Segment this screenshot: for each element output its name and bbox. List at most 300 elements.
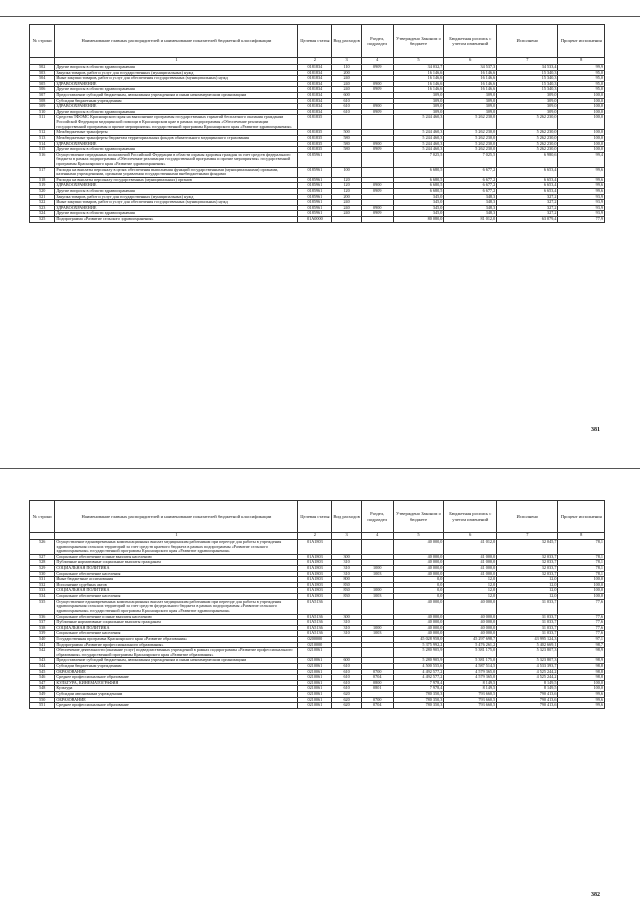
- row-executed: 32 033,7: [497, 560, 558, 566]
- row-approved: 34 032,7: [393, 65, 444, 71]
- row-name: Другие вопросы в области здравоохранения: [55, 211, 298, 217]
- row-expense-type: 830: [332, 588, 362, 594]
- row-approved: 345,0: [393, 200, 444, 206]
- row-approved: 45 028 958,0: [393, 636, 444, 642]
- table-row: [30, 217, 605, 223]
- row-number: 519: [30, 183, 55, 189]
- row-number: 503: [30, 70, 55, 76]
- row-percent: 100,0: [558, 93, 605, 99]
- column-index: 1: [55, 533, 298, 540]
- row-name: ЗДРАВООХРАНЕНИЕ: [55, 141, 298, 147]
- row-name: СОЦИАЛЬНАЯ ПОЛИТИКА: [55, 566, 298, 572]
- row-approved: 0,0: [393, 588, 444, 594]
- row-approved: 0,0: [393, 594, 444, 600]
- row-expense-type: 800: [332, 577, 362, 583]
- row-section: [361, 217, 393, 223]
- header-name: Наименование главных распорядителей и наименование показателей бюджетной классификации: [55, 25, 298, 58]
- row-percent: 100,0: [558, 680, 605, 686]
- row-expense-type: 240: [332, 200, 362, 206]
- row-schedule: 41 000,0: [444, 566, 497, 572]
- row-executed: 4 525 244,2: [497, 669, 558, 675]
- row-number: 514: [30, 141, 55, 147]
- row-percent: 77,6: [558, 631, 605, 637]
- table-row: [30, 599, 605, 614]
- row-percent: 99,4: [558, 152, 605, 167]
- row-executed: 34 533,4: [497, 65, 558, 71]
- row-section: 0801: [361, 686, 393, 692]
- row-percent: 78,1: [558, 554, 605, 560]
- row-approved: 6 680,5: [393, 177, 444, 183]
- row-target-article: 0210061: [298, 680, 332, 686]
- row-target-article: 0181835: [298, 141, 332, 147]
- row-approved: 5 244 460,3: [393, 115, 444, 130]
- row-expense-type: 610: [332, 98, 362, 104]
- row-target-article: 0181834: [298, 87, 332, 93]
- row-percent: 95,0: [558, 70, 605, 76]
- row-expense-type: 310: [332, 571, 362, 577]
- row-name: Субсидии автономным учреждениям: [55, 692, 298, 698]
- row-expense-type: [332, 152, 362, 167]
- row-executed: 15 340,3: [497, 81, 558, 87]
- row-executed: 6 653,4: [497, 189, 558, 195]
- row-percent: 100,0: [558, 582, 605, 588]
- row-schedule: 16 146,6: [444, 87, 497, 93]
- row-executed: 12,0: [497, 577, 558, 583]
- row-executed: 6 980,6: [497, 152, 558, 167]
- row-number: 546: [30, 675, 55, 681]
- table-row: [30, 703, 605, 709]
- row-target-article: 0210061: [298, 658, 332, 664]
- row-approved: 345,0: [393, 194, 444, 200]
- table-row: [30, 648, 605, 658]
- column-index: 7: [497, 533, 558, 540]
- header-row-number: № строки: [30, 501, 55, 533]
- row-name: Расходы на выплаты персоналу в целях обеспечения выполнения функций государственными (муниципальными) органами, казенными учреждениями, органами управления государственными внебюджетными фондами: [55, 167, 298, 177]
- row-percent: 97,1: [558, 636, 605, 642]
- header-target-article: Целевая статья: [298, 25, 332, 58]
- row-executed: 327,2: [497, 211, 558, 217]
- row-name: Среднее профессиональное образование: [55, 703, 298, 709]
- row-target-article: 01А1803: [298, 594, 332, 600]
- row-executed: 790 413,6: [497, 697, 558, 703]
- column-index: 7: [497, 58, 558, 65]
- row-number: 524: [30, 211, 55, 217]
- row-target-article: 0185961: [298, 152, 332, 167]
- row-schedule: 81 012,0: [444, 217, 497, 223]
- row-approved: 40 000,0: [393, 620, 444, 626]
- row-executed: 31 033,7: [497, 614, 558, 620]
- row-executed: 6 653,4: [497, 183, 558, 189]
- row-section: 0909: [361, 109, 393, 115]
- row-percent: 78,1: [558, 566, 605, 572]
- row-number: 536: [30, 614, 55, 620]
- row-expense-type: 600: [332, 93, 362, 99]
- column-index: 8: [558, 533, 605, 540]
- row-schedule: 6 677,2: [444, 189, 497, 195]
- row-percent: 93,9: [558, 211, 605, 217]
- row-percent: 99,6: [558, 177, 605, 183]
- row-approved: 6 680,5: [393, 189, 444, 195]
- row-expense-type: 610: [332, 669, 362, 675]
- row-name: ЗДРАВООХРАНЕНИЕ: [55, 104, 298, 110]
- row-schedule: 309,0: [444, 93, 497, 99]
- row-schedule: 40 000,0: [444, 599, 497, 614]
- row-approved: 5 244 460,3: [393, 130, 444, 136]
- row-section: 0909: [361, 87, 393, 93]
- row-approved: 40 000,0: [393, 625, 444, 631]
- header-expense-type: Вид расходов: [332, 501, 362, 533]
- row-number: 534: [30, 594, 55, 600]
- row-approved: 40 000,0: [393, 566, 444, 572]
- row-schedule: 12,0: [444, 594, 497, 600]
- row-number: 511: [30, 115, 55, 130]
- row-number: 507: [30, 93, 55, 99]
- row-number: 526: [30, 540, 55, 555]
- row-target-article: 0210061: [298, 669, 332, 675]
- row-executed: 43 995 124,3: [497, 636, 558, 642]
- row-target-article: 0185961: [298, 183, 332, 189]
- row-approved: 309,0: [393, 93, 444, 99]
- row-schedule: 348,3: [444, 211, 497, 217]
- row-approved: 40 000,0: [393, 554, 444, 560]
- column-index-blank: [30, 533, 55, 540]
- row-expense-type: 620: [332, 703, 362, 709]
- row-executed: 6 653,4: [497, 167, 558, 177]
- row-section: [361, 599, 393, 614]
- row-expense-type: [332, 540, 362, 555]
- row-approved: 16 146,6: [393, 81, 444, 87]
- row-approved: 40 000,0: [393, 571, 444, 577]
- row-expense-type: 610: [332, 675, 362, 681]
- row-number: 541: [30, 642, 55, 648]
- row-percent: 78,1: [558, 560, 605, 566]
- row-approved: 6 680,5: [393, 183, 444, 189]
- row-target-article: 01А5136: [298, 599, 332, 614]
- column-index: 5: [393, 58, 444, 65]
- row-target-article: 0185961: [298, 177, 332, 183]
- row-percent: 78,1: [558, 540, 605, 555]
- row-percent: 100,0: [558, 98, 605, 104]
- row-approved: 0,0: [393, 582, 444, 588]
- row-number: 516: [30, 152, 55, 167]
- page-number: 381: [591, 427, 600, 433]
- row-expense-type: 240: [332, 87, 362, 93]
- row-target-article: 01А0000: [298, 217, 332, 223]
- row-executed: 15 340,3: [497, 70, 558, 76]
- row-schedule: 7 025,5: [444, 152, 497, 167]
- row-expense-type: 580: [332, 135, 362, 141]
- row-approved: 16 146,6: [393, 87, 444, 93]
- column-index: 6: [444, 533, 497, 540]
- header-schedule: Бюджетная роспись с учетом изменений: [444, 25, 497, 58]
- row-number: 545: [30, 669, 55, 675]
- row-expense-type: 830: [332, 594, 362, 600]
- row-number: 522: [30, 200, 55, 206]
- row-number: 529: [30, 566, 55, 572]
- row-name: Исполнение судебных актов: [55, 582, 298, 588]
- row-target-article: 0210061: [298, 675, 332, 681]
- row-expense-type: [332, 115, 362, 130]
- row-section: 1000: [361, 566, 393, 572]
- header-schedule: Бюджетная роспись с учетом изменений: [444, 501, 497, 533]
- row-name: Социальное обеспечение населения: [55, 631, 298, 637]
- row-approved: 5 244 460,3: [393, 147, 444, 153]
- row-percent: 100,0: [558, 147, 605, 153]
- row-executed: 15 340,3: [497, 87, 558, 93]
- row-executed: 5 262 230,0: [497, 141, 558, 147]
- row-name: Социальное обеспечение и иные выплаты населению: [55, 554, 298, 560]
- row-approved: 4 492 577,2: [393, 669, 444, 675]
- row-name: Предоставление субсидий бюджетным, автономным учреждениям и иным некоммерческим организациям: [55, 93, 298, 99]
- row-section: 0900: [361, 183, 393, 189]
- row-name: Социальное обеспечение населения: [55, 594, 298, 600]
- row-number: 512: [30, 130, 55, 136]
- row-name: Среднее профессиональное образование: [55, 675, 298, 681]
- row-schedule: 4 579 365,0: [444, 669, 497, 675]
- row-percent: 100,0: [558, 594, 605, 600]
- header-approved: Утверждено Законом о бюджете: [393, 25, 444, 58]
- row-target-article: 0181835: [298, 115, 332, 130]
- row-number: 540: [30, 636, 55, 642]
- row-schedule: 12,0: [444, 588, 497, 594]
- row-target-article: 0185961: [298, 194, 332, 200]
- row-schedule: 5 262 230,0: [444, 147, 497, 153]
- row-approved: 4 500 555,6: [393, 664, 444, 670]
- row-approved: 5 244 460,3: [393, 141, 444, 147]
- row-number: 535: [30, 599, 55, 614]
- row-percent: 93,9: [558, 205, 605, 211]
- row-percent: 99,9: [558, 65, 605, 71]
- row-executed: 31 033,7: [497, 599, 558, 614]
- row-expense-type: 240: [332, 211, 362, 217]
- row-approved: 345,0: [393, 211, 444, 217]
- row-schedule: 12,0: [444, 577, 497, 583]
- row-schedule: 5 262 230,0: [444, 115, 497, 130]
- row-expense-type: 300: [332, 614, 362, 620]
- row-number: 537: [30, 620, 55, 626]
- row-section: 1000: [361, 588, 393, 594]
- row-target-article: 01А1803: [298, 588, 332, 594]
- header-executed: Исполнено: [497, 501, 558, 533]
- header-executed: Исполнено: [497, 25, 558, 58]
- row-name: КУЛЬТУРА, КИНЕМАТОГРАФИЯ: [55, 680, 298, 686]
- row-name: Другие вопросы в области здравоохранения: [55, 189, 298, 195]
- row-expense-type: [332, 648, 362, 658]
- row-expense-type: 610: [332, 664, 362, 670]
- row-schedule: 309,0: [444, 98, 497, 104]
- row-approved: 40 000,0: [393, 631, 444, 637]
- row-percent: 100,0: [558, 135, 605, 141]
- row-schedule: 40 000,0: [444, 620, 497, 626]
- row-schedule: 6 677,2: [444, 183, 497, 189]
- row-executed: 4 525 244,2: [497, 675, 558, 681]
- row-expense-type: 610: [332, 686, 362, 692]
- row-number: 531: [30, 577, 55, 583]
- row-name: Публичные нормативные социальные выплаты гражданам: [55, 620, 298, 626]
- row-schedule: 45 297 698,7: [444, 636, 497, 642]
- row-executed: 31 033,7: [497, 620, 558, 626]
- row-expense-type: 300: [332, 554, 362, 560]
- row-approved: 40 000,0: [393, 540, 444, 555]
- column-index: 4: [361, 533, 393, 540]
- row-percent: 99,6: [558, 189, 605, 195]
- row-number: 517: [30, 167, 55, 177]
- row-schedule: 16 146,6: [444, 76, 497, 82]
- row-section: 0909: [361, 189, 393, 195]
- row-percent: 99,6: [558, 697, 605, 703]
- row-executed: 12,0: [497, 594, 558, 600]
- row-executed: 309,0: [497, 98, 558, 104]
- table-row: [30, 152, 605, 167]
- row-name: Другие вопросы в области здравоохранения: [55, 147, 298, 153]
- row-target-article: 0181834: [298, 76, 332, 82]
- row-executed: 309,0: [497, 109, 558, 115]
- row-name: ОБРАЗОВАНИЕ: [55, 697, 298, 703]
- row-percent: 93,9: [558, 194, 605, 200]
- row-section: 1003: [361, 571, 393, 577]
- page-382: [0, 452, 640, 905]
- row-section: [361, 540, 393, 555]
- row-target-article: 01А1803: [298, 540, 332, 555]
- row-target-article: 0181834: [298, 70, 332, 76]
- row-executed: 327,2: [497, 194, 558, 200]
- row-expense-type: 100: [332, 167, 362, 177]
- row-schedule: 8 149,5: [444, 680, 497, 686]
- row-name: Межбюджетные трансферты: [55, 130, 298, 136]
- column-index: 6: [444, 58, 497, 65]
- row-target-article: 0210061: [298, 697, 332, 703]
- row-name: Публичные нормативные социальные выплаты гражданам: [55, 560, 298, 566]
- row-name: Другие вопросы в области здравоохранения: [55, 87, 298, 93]
- row-section: 0900: [361, 205, 393, 211]
- row-target-article: 0181834: [298, 98, 332, 104]
- page-381: [0, 0, 640, 452]
- row-name: Межбюджетные трансферты бюджетам территориальных фондов обязательного медицинского страхования: [55, 135, 298, 141]
- row-expense-type: 310: [332, 566, 362, 572]
- row-section: 0800: [361, 680, 393, 686]
- table-row: [30, 167, 605, 177]
- row-percent: 100,0: [558, 588, 605, 594]
- row-approved: 7 978,4: [393, 686, 444, 692]
- row-percent: 98,8: [558, 664, 605, 670]
- row-percent: 95,0: [558, 81, 605, 87]
- row-name: Осуществление единовременных компенсационных выплат медицинским работникам при переезде для работы в учреждения здравоохранения сельских территорий за счет средств краевого бюджета в рамках подпрограммы «Развитие сельского здравоохранения» государственной программы Красноярского края «Развитие здравоохранения»: [55, 540, 298, 555]
- row-name: Другие вопросы в области здравоохранения: [55, 65, 298, 71]
- row-target-article: 01А1803: [298, 554, 332, 560]
- row-name: СОЦИАЛЬНАЯ ПОЛИТИКА: [55, 588, 298, 594]
- row-percent: 98,7: [558, 642, 605, 648]
- row-name: ЗДРАВООХРАНЕНИЕ: [55, 205, 298, 211]
- row-expense-type: 620: [332, 692, 362, 698]
- row-number: 530: [30, 571, 55, 577]
- row-approved: 345,0: [393, 205, 444, 211]
- column-index-row: [30, 533, 605, 540]
- row-executed: 309,0: [497, 93, 558, 99]
- row-number: 505: [30, 81, 55, 87]
- row-approved: 40 000,0: [393, 599, 444, 614]
- row-approved: 7 978,4: [393, 680, 444, 686]
- row-section: 0900: [361, 81, 393, 87]
- row-percent: 100,0: [558, 104, 605, 110]
- row-name: Социальное обеспечение населения: [55, 571, 298, 577]
- row-approved: 0,0: [393, 577, 444, 583]
- row-target-article: 0210000: [298, 642, 332, 648]
- row-number: 508: [30, 98, 55, 104]
- row-executed: 32 033,7: [497, 571, 558, 577]
- row-percent: 99,6: [558, 183, 605, 189]
- row-name: Закупка товаров, работ и услуг для государственных (муниципальных) нужд: [55, 70, 298, 76]
- row-expense-type: 310: [332, 631, 362, 637]
- row-executed: 8 149,5: [497, 686, 558, 692]
- row-percent: 99,6: [558, 692, 605, 698]
- row-percent: 98,9: [558, 658, 605, 664]
- row-name: Другие вопросы в области здравоохранения: [55, 109, 298, 115]
- row-target-article: 0181834: [298, 65, 332, 71]
- row-schedule: 5 381 175,0: [444, 648, 497, 658]
- row-executed: 5 323 807,3: [497, 658, 558, 664]
- row-executed: 327,2: [497, 200, 558, 206]
- row-schedule: 6 677,2: [444, 177, 497, 183]
- row-target-article: 0210061: [298, 692, 332, 698]
- row-target-article: 01А5136: [298, 614, 332, 620]
- row-schedule: 40 000,0: [444, 625, 497, 631]
- row-expense-type: 200: [332, 194, 362, 200]
- row-expense-type: 120: [332, 183, 362, 189]
- row-executed: 309,0: [497, 104, 558, 110]
- row-section: 0909: [361, 147, 393, 153]
- row-target-article: 0185961: [298, 189, 332, 195]
- row-percent: 99,6: [558, 703, 605, 709]
- row-schedule: 793 660,5: [444, 697, 497, 703]
- row-schedule: 41 000,0: [444, 560, 497, 566]
- row-approved: 40 000,0: [393, 560, 444, 566]
- row-number: 518: [30, 177, 55, 183]
- row-schedule: 5 262 230,0: [444, 141, 497, 147]
- row-name: ЗДРАВООХРАНЕНИЕ: [55, 183, 298, 189]
- row-target-article: 01А1803: [298, 560, 332, 566]
- row-percent: 77,9: [558, 217, 605, 223]
- row-target-article: 01А1803: [298, 571, 332, 577]
- row-section: 0700: [361, 669, 393, 675]
- row-schedule: 5 476 261,2: [444, 642, 497, 648]
- header-row: [30, 25, 605, 58]
- row-schedule: 8 149,5: [444, 686, 497, 692]
- row-number: 549: [30, 692, 55, 698]
- row-approved: 5 280 905,9: [393, 648, 444, 658]
- row-name: Подпрограмма «Развитие профессионального образования»: [55, 642, 298, 648]
- row-number: 543: [30, 658, 55, 664]
- row-expense-type: 580: [332, 147, 362, 153]
- row-target-article: 0210061: [298, 703, 332, 709]
- row-target-article: 0185961: [298, 167, 332, 177]
- row-executed: 31 033,7: [497, 631, 558, 637]
- row-schedule: 5 262 230,0: [444, 130, 497, 136]
- row-target-article: 0185961: [298, 211, 332, 217]
- row-schedule: 41 000,0: [444, 571, 497, 577]
- row-approved: 40 000,0: [393, 614, 444, 620]
- row-number: 547: [30, 680, 55, 686]
- row-number: 502: [30, 65, 55, 71]
- row-expense-type: 200: [332, 70, 362, 76]
- row-section: 0900: [361, 104, 393, 110]
- row-section: 0704: [361, 703, 393, 709]
- row-target-article: 0181834: [298, 109, 332, 115]
- row-section: 0909: [361, 65, 393, 71]
- row-name: Иные бюджетные ассигнования: [55, 577, 298, 583]
- row-expense-type: 240: [332, 81, 362, 87]
- row-section: [361, 167, 393, 177]
- row-approved: 6 680,5: [393, 167, 444, 177]
